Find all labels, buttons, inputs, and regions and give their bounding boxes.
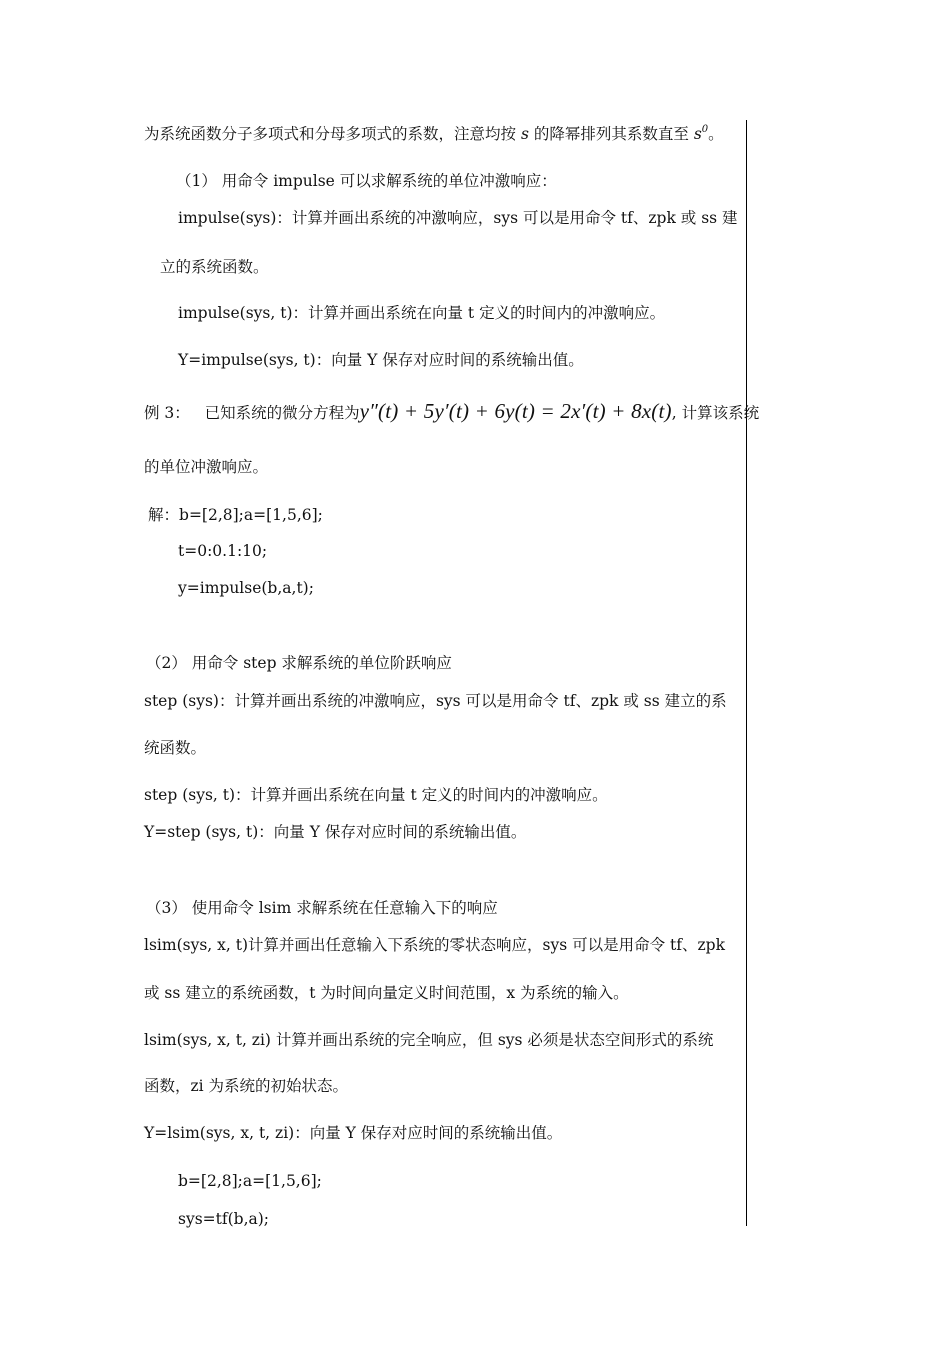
example-label: 例 3： [144, 404, 190, 422]
impulse-item2: impulse(sys, t)：计算并画出系统在向量 t 定义的时间内的冲激响应。 [178, 304, 666, 322]
impulse-item1-line2: 立的系统函数。 [160, 258, 269, 276]
differential-equation: y″(t) + 5y′(t) + 6y(t) = 2x′(t) + 8x(t) [359, 399, 672, 423]
step-item1-line1: step (sys)：计算并画出系统的冲激响应，sys 可以是用命令 tf、zpk 或 ss 建立的系 [144, 692, 727, 710]
var-s: s [520, 125, 529, 143]
example-line: 例 3： 已知系统的微分方程为y″(t) + 5y′(t) + 6y(t) = 2x′(t) + 8x(t), 计算该系统 [144, 399, 760, 423]
example-line2: 的单位冲激响应。 [144, 458, 269, 476]
lsim-item1-line1: lsim(sys, x, t)计算并画出任意输入下系统的零状态响应，sys 可以是用命令 tf、zpk [144, 936, 725, 954]
lsim-code-1: b=[2,8];a=[1,5,6]; [178, 1172, 322, 1190]
step-item1-line2: 统函数。 [144, 739, 207, 757]
solution-label: 解： [148, 506, 180, 524]
lsim-item3: Y=lsim(sys, x, t, zi)：向量 Y 保存对应时间的系统输出值。 [144, 1124, 563, 1142]
intro-line: 为系统函数分子多项式和分母多项式的系数，注意均按 s 的降幂排列其系数直至 $s^0$。 [144, 124, 724, 143]
impulse-item1-line1: impulse(sys)：计算并画出系统的冲激响应，sys 可以是用命令 tf、zpk 或 ss 建 [178, 209, 738, 227]
step-item2: step (sys, t)：计算并画出系统在向量 t 定义的时间内的冲激响应。 [144, 786, 608, 804]
code-line-3: y=impulse(b,a,t); [178, 579, 314, 597]
solution-line [148, 504, 323, 526]
code-line-1: b=[2,8];a=[1,5,6]; [179, 506, 323, 524]
impulse-heading: （1） 用命令 impulse 可以求解系统的单位冲激响应： [176, 172, 557, 190]
lsim-heading: （3） 使用命令 lsim 求解系统在任意输入下的响应 [146, 899, 498, 917]
lsim-item2-line2: 函数，zi 为系统的初始状态。 [144, 1077, 349, 1095]
power-s: s [693, 125, 702, 143]
step-heading: （2） 用命令 step 求解系统的单位阶跃响应 [146, 654, 452, 672]
right-margin-rule [746, 120, 747, 1226]
lsim-code-2: sys=tf(b,a); [178, 1210, 270, 1228]
power-exponent: 0 [701, 124, 709, 135]
step-item3: Y=step (sys, t)：向量 Y 保存对应时间的系统输出值。 [144, 823, 527, 841]
lsim-item2-line1: lsim(sys, x, t, zi) 计算并画出系统的完全响应，但 sys 必须是状态空间形式的系统 [144, 1031, 714, 1049]
lsim-item1-line2: 或 ss 建立的系统函数，t 为时间向量定义时间范围，x 为系统的输入。 [144, 984, 629, 1002]
impulse-item3: Y=impulse(sys, t)：向量 Y 保存对应时间的系统输出值。 [178, 351, 584, 369]
code-line-2: t=0:0.1:10; [178, 542, 268, 560]
